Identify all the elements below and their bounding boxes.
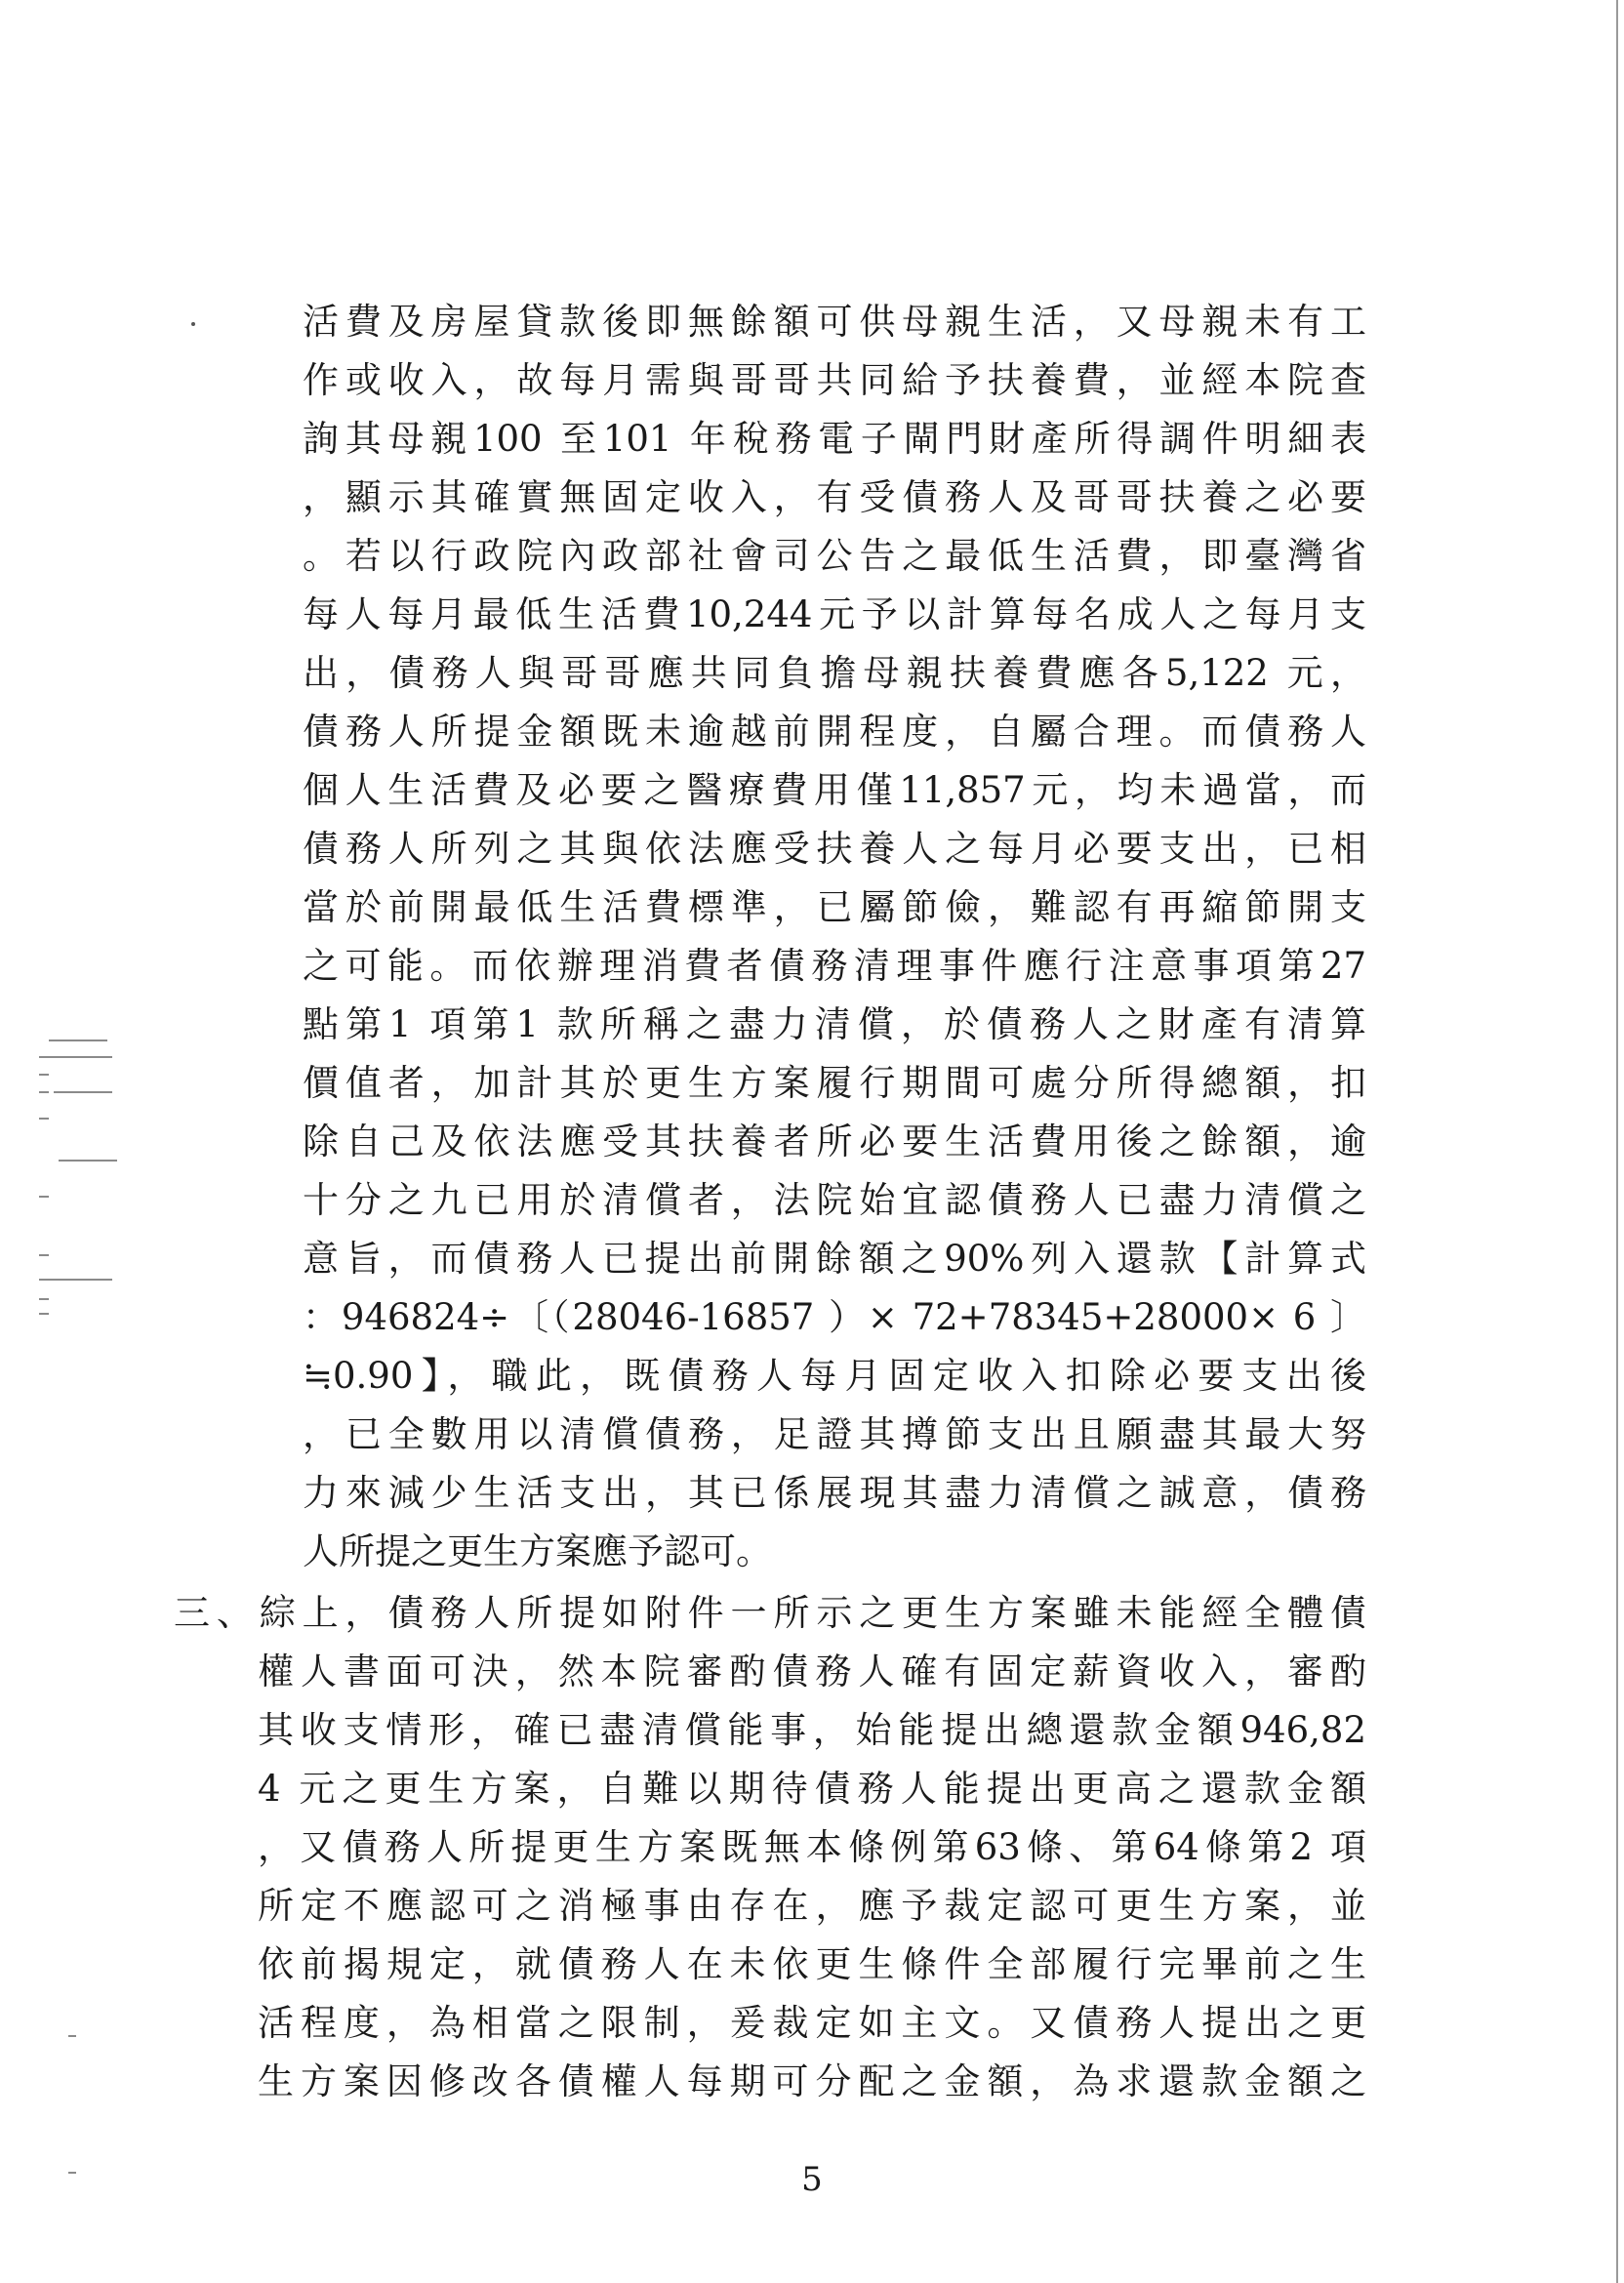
text-line: 所定不應認可之消極事由存在，應予裁定認可更生方案，並: [258, 1885, 1366, 1927]
binding-mark: [39, 1196, 49, 1198]
formula-line: ：946824÷〔（28046-16857 ）× 72+78345+28000× 6 〕: [303, 1296, 1366, 1338]
binding-mark: [39, 1254, 49, 1256]
text-line: 每人每月最低生活費10,244元予以計算每名成人之每月支: [303, 593, 1366, 635]
text-line: 意旨，而債務人已提出前開餘額之90%列入還款【計算式: [303, 1238, 1366, 1280]
binding-mark: [39, 1074, 49, 1076]
text-line: 出，債務人與哥哥應共同負擔母親扶養費應各5,122 元，: [303, 652, 1366, 694]
binding-mark: [54, 1091, 112, 1093]
page-number: 5: [801, 2160, 823, 2199]
text-line: 依前揭規定，就債務人在未依更生條件全部履行完畢前之生: [258, 1943, 1366, 1985]
text-line: 詢其母親100 至101 年稅務電子閘門財產所得調件明細表: [303, 418, 1366, 460]
scan-speck: [191, 322, 195, 326]
text-line: ，顯示其確實無固定收入，有受債務人及哥哥扶養之必要: [303, 476, 1366, 518]
text-line: 之可能。而依辦理消費者債務清理事件應行注意事項第27: [303, 945, 1366, 987]
scan-speck: [68, 2172, 76, 2174]
text-line: 活程度，為相當之限制，爰裁定如主文。又債務人提出之更: [258, 2002, 1366, 2044]
text-line: 權人書面可決，然本院審酌債務人確有固定薪資收入，審酌: [258, 1651, 1366, 1692]
binding-mark: [39, 1313, 49, 1315]
text-line: 債務人所提金額既未逾越前開程度，自屬合理。而債務人: [303, 711, 1366, 753]
text-line: 。若以行政院內政部社會司公告之最低生活費，即臺灣省: [303, 535, 1366, 577]
text-line: 活費及房屋貸款後即無餘額可供母親生活，又母親未有工: [303, 301, 1366, 343]
text-line: 點第1 項第1 款所稱之盡力清償，於債務人之財產有清算: [303, 1003, 1366, 1045]
text-line: 4 元之更生方案，自難以期待債務人能提出更高之還款金額: [258, 1768, 1366, 1810]
text-line: 生方案因修改各債權人每期可分配之金額，為求還款金額之: [258, 2060, 1366, 2102]
text-line: 債務人所列之其與依法應受扶養人之每月必要支出，已相: [303, 828, 1366, 870]
text-line: 十分之九已用於清償者，法院始宜認債務人已盡力清償之: [303, 1179, 1366, 1221]
text-line: 其收支情形，確已盡清償能事，始能提出總還款金額946,82: [258, 1709, 1366, 1751]
binding-mark: [39, 1056, 112, 1058]
text-line: 人所提之更生方案應予認可。: [303, 1530, 772, 1572]
text-line: ，又債務人所提更生方案既無本條例第63條、第64條第2 項: [258, 1826, 1366, 1868]
text-line: ，已全數用以清償債務，足證其撙節支出且願盡其最大努: [303, 1413, 1366, 1455]
formula-line: ≒0.90】，職此，既債務人每月固定收入扣除必要支出後: [303, 1355, 1366, 1397]
text-line: 個人生活費及必要之醫療費用僅11,857元，均未過當，而: [303, 769, 1366, 811]
binding-mark: [49, 1040, 107, 1041]
scan-speck: [68, 2035, 76, 2037]
binding-mark: [39, 1279, 112, 1281]
text-line: 當於前開最低生活費標準，已屬節儉，難認有再縮節開支: [303, 886, 1366, 928]
text-line: 作或收入，故每月需與哥哥共同給予扶養費，並經本院查: [303, 359, 1366, 401]
binding-mark: [39, 1091, 49, 1093]
section-heading-line: 三、綜上，債務人所提如附件一所示之更生方案雖未能經全體債: [174, 1592, 1366, 1634]
text-line: 除自己及依法應受其扶養者所必要生活費用後之餘額，逾: [303, 1121, 1366, 1162]
text-line: 力來減少生活支出，其已係展現其盡力清償之誠意，債務: [303, 1472, 1366, 1514]
binding-mark: [39, 1118, 49, 1120]
binding-mark: [39, 1298, 49, 1300]
binding-mark: [59, 1160, 117, 1162]
scan-edge-line: [1616, 0, 1618, 2283]
text-line: 價值者，加計其於更生方案履行期間可處分所得總額，扣: [303, 1062, 1366, 1104]
